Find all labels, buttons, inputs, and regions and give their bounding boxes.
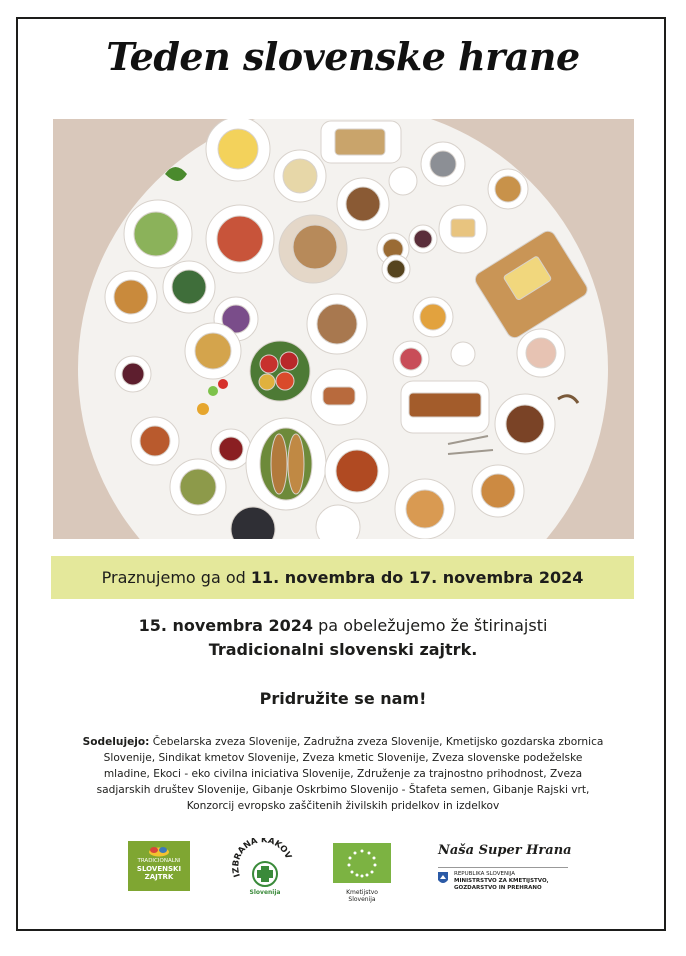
kakovost-ring-text: IZBRANA KAKOV <box>232 838 293 879</box>
zajtrk-logo <box>128 841 190 891</box>
poster-title: Teden slovenske hrane <box>106 34 580 79</box>
zajtrk-line3: ZAJTRK <box>144 873 174 881</box>
food-table-photo <box>53 119 634 539</box>
slovenia-coat-of-arms-icon <box>438 872 448 886</box>
eu-leaf-icon <box>333 843 391 883</box>
announcement-event: Tradicionalni slovenski zajtrk. <box>208 640 478 659</box>
nasa-super-hrana-slogan: Naša Super Hrana <box>438 843 572 858</box>
eu-organic-caption: Kmetijstvo Slovenija <box>346 889 378 903</box>
zajtrk-line2: SLOVENSKI <box>136 865 182 873</box>
participants-label: Sodelujejo: <box>82 736 150 748</box>
ministry-divider <box>438 867 568 868</box>
announcement-date: 15. novembra 2024 <box>138 616 314 635</box>
eu-organic-logo <box>333 843 391 903</box>
date-banner <box>51 556 634 599</box>
participants-text <box>82 734 604 814</box>
ministry-line3: GOZDARSTVO IN PREHRANO <box>454 885 542 891</box>
izbrana-kakovost-logo <box>232 838 294 900</box>
ministry-logo <box>438 843 572 899</box>
announcement-line <box>0 616 686 635</box>
join-us-heading: Pridružite se nam! <box>259 689 427 708</box>
participants-list: Čebelarska zveza Slovenije, Zadružna zveza Slovenije, Kmetijsko gozdarska zbornica Slovenije, Sindikat kmetov Slovenije, Zveza kmetic Slovenije, Zveza slovenske podeželske mladine, Ekoci - eko civilna iniciativa Slovenije, Združenje za trajnostno prihodnost, Zveza sadjarskih društev Slovenije, Gibanje Oskrbimo Slovenijo - Štafeta semen, Gibanje Rajski vrt, Konzorcij evropsko zaščitenih živilskih pridelkov in izdelkov <box>96 736 604 812</box>
ministry-line1: REPUBLIKA SLOVENIJA <box>454 871 515 877</box>
kakovost-center-label: Slovenija <box>249 889 281 896</box>
date-range: 11. novembra do 17. novembra 2024 <box>250 568 584 587</box>
zajtrk-line1: TRADICIONALNI <box>137 858 181 864</box>
honey-jar-icon <box>147 845 171 857</box>
announcement-text: pa obeležujemo že štirinajsti <box>313 616 548 635</box>
ministry-line2: MINISTRSTVO ZA KMETIJSTVO, <box>454 878 549 884</box>
date-banner-prefix: Praznujemo ga od <box>101 568 251 587</box>
